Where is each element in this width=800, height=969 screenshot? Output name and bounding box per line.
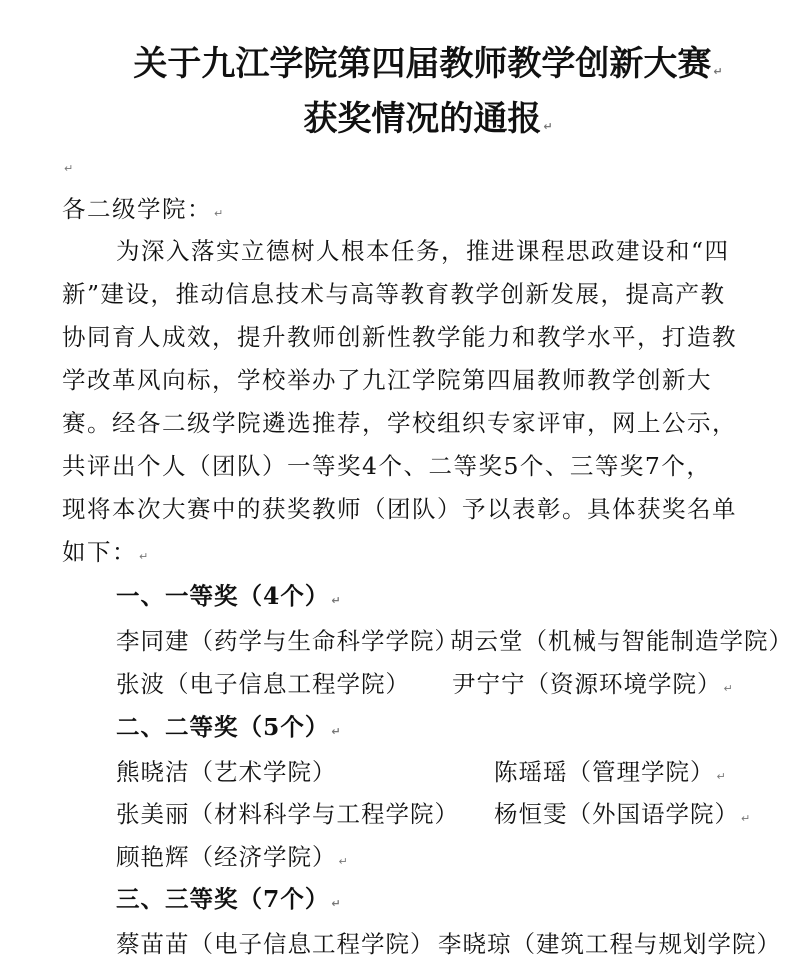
paragraph-mark: ↵ <box>64 162 75 175</box>
award-entry-text: 陈瑶瑶（管理学院） <box>494 758 715 786</box>
body-line-8 <box>62 533 150 567</box>
document-title-line-2 <box>28 91 800 140</box>
third-prize-heading <box>116 880 342 914</box>
paragraph-mark: ↵ <box>543 120 553 133</box>
body-line-3: 协同育人成效，提升教师创新性教学能力和教学水平，打造教 <box>62 323 737 351</box>
paragraph-mark: ↵ <box>713 65 723 78</box>
award-entry-text: 尹宁宁（资源环境学院） <box>452 670 722 698</box>
award-entry <box>116 838 349 872</box>
award-entry: 蔡苗苗（电子信息工程学院） <box>116 930 435 958</box>
first-prize-heading <box>116 577 342 611</box>
paragraph-mark: ↵ <box>723 682 734 695</box>
second-prize-heading <box>116 708 342 742</box>
salutation-text: 各二级学院： <box>62 195 212 223</box>
body-line-6: 共评出个人（团队）一等奖4个、二等奖5个、三等奖7个， <box>62 452 712 480</box>
first-prize-heading-text: 一、一等奖（4个） <box>116 582 330 610</box>
award-entry: 李同建（药学与生命科学学院） <box>116 627 459 655</box>
paragraph-mark: ↵ <box>338 855 349 868</box>
award-entry-text: 杨恒雯（外国语学院） <box>494 800 739 828</box>
award-entry: 胡云堂（机械与智能制造学院） <box>450 627 793 655</box>
award-entry <box>494 795 751 829</box>
award-entry: 张波（电子信息工程学院） <box>116 670 410 698</box>
paragraph-mark: ↵ <box>331 897 342 910</box>
salutation <box>62 190 225 224</box>
award-entry: 熊晓洁（艺术学院） <box>116 758 337 786</box>
empty-paragraph <box>62 150 75 178</box>
body-line-7: 现将本次大赛中的获奖教师（团队）予以表彰。具体获奖名单 <box>62 495 737 523</box>
title-text-2: 获奖情况的通报 <box>303 99 542 139</box>
body-line-1: 为深入落实立德树人根本任务，推进课程思政建设和“四 <box>116 237 730 265</box>
title-text-1: 关于九江学院第四届教师教学创新大赛 <box>133 44 712 84</box>
body-line-2: 新”建设，推动信息技术与高等教育教学创新发展，提高产教 <box>62 280 726 308</box>
second-prize-heading-text: 二、二等奖（5个） <box>116 713 330 741</box>
third-prize-heading-text: 三、三等奖（7个） <box>116 885 330 913</box>
paragraph-mark: ↵ <box>214 207 225 220</box>
paragraph-mark: ↵ <box>716 770 727 783</box>
award-entry: 张美丽（材料科学与工程学院） <box>116 800 459 828</box>
paragraph-mark: ↵ <box>331 594 342 607</box>
body-line-8-text: 如下： <box>62 538 137 566</box>
award-entry-text: 顾艳辉（经济学院） <box>116 843 337 871</box>
paragraph-mark: ↵ <box>331 725 342 738</box>
document-title-line-1 <box>28 36 800 85</box>
body-line-5: 赛。经各二级学院遴选推荐，学校组织专家评审，网上公示， <box>62 409 737 437</box>
paragraph-mark: ↵ <box>741 812 752 825</box>
award-entry <box>452 665 734 699</box>
award-entry <box>494 753 727 787</box>
award-entry: 李晓琼（建筑工程与规划学院） <box>438 930 781 958</box>
body-line-4: 学改革风向标，学校举办了九江学院第四届教师教学创新大 <box>62 366 712 394</box>
paragraph-mark: ↵ <box>139 550 150 563</box>
